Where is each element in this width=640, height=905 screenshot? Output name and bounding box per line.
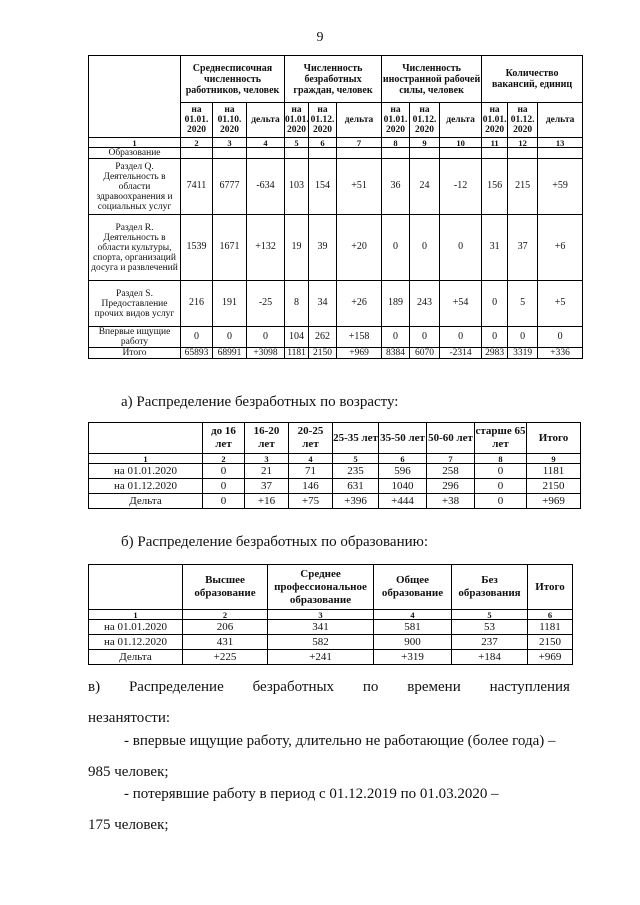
row-label: Впервые ищущие работу: [89, 327, 181, 348]
table-cell: +336: [538, 348, 583, 359]
table-cell: 5: [508, 281, 538, 327]
column-number: 1: [89, 454, 203, 464]
table-cell: -2314: [440, 348, 482, 359]
table-cell: 258: [427, 464, 475, 479]
table-cell: 0: [475, 464, 527, 479]
table-cell: +969: [528, 650, 573, 665]
table-cell: 582: [268, 635, 374, 650]
subheader: на 01.01. 2020: [382, 103, 410, 138]
table-cell: 0: [382, 215, 410, 281]
table-cell: +16: [245, 494, 289, 509]
subheader: на 01.12. 2020: [309, 103, 337, 138]
subheader: на 01.10. 2020: [213, 103, 247, 138]
table-cell: 581: [374, 620, 452, 635]
table-cell: [337, 148, 382, 159]
row-label: Раздел Q. Деятельность в области здравоохранения и социальных услуг: [89, 159, 181, 215]
column-header: Общее образование: [374, 565, 452, 610]
table-cell: -25: [247, 281, 285, 327]
table-cell: 6070: [410, 348, 440, 359]
table-cell: +75: [289, 494, 333, 509]
subheader: на 01.12. 2020: [508, 103, 538, 138]
table-cell: 3319: [508, 348, 538, 359]
subheader: на 01.01. 2020: [482, 103, 508, 138]
column-number: 9: [527, 454, 581, 464]
column-header: 25-35 лет: [333, 423, 379, 454]
row-label-header: [89, 56, 181, 138]
subheader: на 01.01. 2020: [285, 103, 309, 138]
table-cell: +132: [247, 215, 285, 281]
table-cell: [508, 148, 538, 159]
column-header: до 16 лет: [203, 423, 245, 454]
table-cell: +54: [440, 281, 482, 327]
table-row: [89, 348, 583, 359]
subheader: на 01.01. 2020: [181, 103, 213, 138]
column-number: 7: [337, 138, 382, 148]
column-number: 3: [213, 138, 247, 148]
column-number: 5: [285, 138, 309, 148]
column-number: 11: [482, 138, 508, 148]
column-number: 2: [181, 138, 213, 148]
table-cell: 215: [508, 159, 538, 215]
row-label: на 01.12.2020: [89, 635, 183, 650]
table-cell: 2150: [527, 479, 581, 494]
table-cell: 68991: [213, 348, 247, 359]
column-number: 10: [440, 138, 482, 148]
table-cell: [285, 148, 309, 159]
table-row: [89, 215, 583, 281]
column-number: 8: [475, 454, 527, 464]
column-number: 6: [379, 454, 427, 464]
group-header: Среднесписочная численность работников, человек: [181, 56, 285, 103]
table-cell: 0: [181, 327, 213, 348]
group-header: Количество вакансий, единиц: [482, 56, 583, 103]
table-cell: 0: [203, 494, 245, 509]
row-label: на 01.01.2020: [89, 464, 203, 479]
column-header: Итого: [528, 565, 573, 610]
table-cell: 1181: [527, 464, 581, 479]
column-header: Высшее образование: [183, 565, 268, 610]
column-number: 13: [538, 138, 583, 148]
table-cell: [181, 148, 213, 159]
table-cell: [482, 148, 508, 159]
table-cell: 0: [508, 327, 538, 348]
workforce-table: [88, 55, 583, 359]
table-cell: 146: [289, 479, 333, 494]
column-number: 4: [289, 454, 333, 464]
column-number: 7: [427, 454, 475, 464]
column-header: [89, 423, 203, 454]
column-number: 4: [374, 610, 452, 620]
table-cell: 21: [245, 464, 289, 479]
table-cell: 2983: [482, 348, 508, 359]
table-cell: 71: [289, 464, 333, 479]
table-cell: 0: [203, 464, 245, 479]
table-cell: +444: [379, 494, 427, 509]
column-number: 5: [452, 610, 528, 620]
table-cell: 156: [482, 159, 508, 215]
subheader: дельта: [538, 103, 583, 138]
column-number: 3: [245, 454, 289, 464]
table-cell: 8384: [382, 348, 410, 359]
table-cell: 1671: [213, 215, 247, 281]
column-number: 1: [89, 610, 183, 620]
table-cell: 0: [382, 327, 410, 348]
table-cell: +20: [337, 215, 382, 281]
table-cell: 0: [247, 327, 285, 348]
column-header: 20-25 лет: [289, 423, 333, 454]
row-label: Раздел S. Предоставление прочих видов услуг: [89, 281, 181, 327]
paragraph-word: по: [362, 679, 379, 695]
table-row: [89, 148, 583, 159]
table-cell: 19: [285, 215, 309, 281]
table-row: [89, 464, 581, 479]
subheader: дельта: [247, 103, 285, 138]
table-cell: [309, 148, 337, 159]
column-number: 5: [333, 454, 379, 464]
table-cell: 37: [508, 215, 538, 281]
table-row: [89, 159, 583, 215]
table-row: [89, 620, 573, 635]
paragraph-unemployment-time: [88, 679, 570, 727]
table-cell: 189: [382, 281, 410, 327]
table-cell: 262: [309, 327, 337, 348]
table-cell: +38: [427, 494, 475, 509]
table-cell: 296: [427, 479, 475, 494]
table-cell: +184: [452, 650, 528, 665]
table-cell: 1181: [285, 348, 309, 359]
caption-age: а) Распределение безработных по возрасту:: [121, 394, 399, 410]
table-cell: 154: [309, 159, 337, 215]
subheader: на 01.12. 2020: [410, 103, 440, 138]
table-cell: +969: [527, 494, 581, 509]
table-cell: 53: [452, 620, 528, 635]
table-cell: 900: [374, 635, 452, 650]
table-cell: 36: [382, 159, 410, 215]
table-cell: -12: [440, 159, 482, 215]
table-cell: 2150: [528, 635, 573, 650]
row-label: Итого: [89, 348, 181, 359]
table-cell: 0: [410, 327, 440, 348]
caption-education: б) Распределение безработных по образованию:: [121, 534, 428, 550]
table-cell: 103: [285, 159, 309, 215]
paragraph-word: Распределение: [128, 679, 224, 695]
bullet-line: 175 человек;: [88, 817, 169, 833]
column-number: 2: [203, 454, 245, 464]
table-row: [89, 494, 581, 509]
row-label: на 01.01.2020: [89, 620, 183, 635]
table-cell: 37: [245, 479, 289, 494]
table-row: [89, 281, 583, 327]
table-cell: -634: [247, 159, 285, 215]
table-cell: 206: [183, 620, 268, 635]
education-table: [88, 564, 573, 665]
table-cell: 65893: [181, 348, 213, 359]
table-row: [89, 327, 583, 348]
table-cell: +5: [538, 281, 583, 327]
paragraph-word: времени: [407, 679, 461, 695]
age-table: [88, 422, 581, 509]
table-cell: +59: [538, 159, 583, 215]
table-cell: +969: [337, 348, 382, 359]
column-header: [89, 565, 183, 610]
table-row: [89, 650, 573, 665]
column-number: 2: [183, 610, 268, 620]
paragraph-line: [88, 679, 570, 696]
table-cell: +6: [538, 215, 583, 281]
bullet-line: - впервые ищущие работу, длительно не работающие (более года) –: [124, 733, 556, 749]
table-cell: 0: [475, 494, 527, 509]
table-cell: 6777: [213, 159, 247, 215]
row-label: Дельта: [89, 650, 183, 665]
paragraph-word: безработных: [252, 679, 335, 695]
paragraph-word: наступления: [489, 679, 570, 695]
subheader: дельта: [440, 103, 482, 138]
table-cell: [538, 148, 583, 159]
table-cell: 0: [440, 215, 482, 281]
column-header: Итого: [527, 423, 581, 454]
table-cell: 104: [285, 327, 309, 348]
table-cell: 341: [268, 620, 374, 635]
column-number: 1: [89, 138, 181, 148]
column-number: 3: [268, 610, 374, 620]
table-cell: 191: [213, 281, 247, 327]
column-number: 6: [528, 610, 573, 620]
column-number: 6: [309, 138, 337, 148]
column-number: 9: [410, 138, 440, 148]
table-cell: 0: [203, 479, 245, 494]
table-cell: 34: [309, 281, 337, 327]
page-number: 9: [316, 30, 324, 45]
column-header: 50-60 лет: [427, 423, 475, 454]
table-row: [89, 635, 573, 650]
table-cell: 1181: [528, 620, 573, 635]
table-cell: 216: [181, 281, 213, 327]
row-label: Образование: [89, 148, 181, 159]
table-cell: 0: [538, 327, 583, 348]
bullet-line: 985 человек;: [88, 764, 169, 780]
table-cell: [213, 148, 247, 159]
column-number: 12: [508, 138, 538, 148]
column-number: 8: [382, 138, 410, 148]
table-cell: 31: [482, 215, 508, 281]
table-cell: +319: [374, 650, 452, 665]
table-cell: 0: [482, 281, 508, 327]
paragraph-line: незанятости:: [88, 710, 171, 726]
table-cell: [440, 148, 482, 159]
table-cell: 1539: [181, 215, 213, 281]
table-cell: 8: [285, 281, 309, 327]
row-label: на 01.12.2020: [89, 479, 203, 494]
column-header: Без образования: [452, 565, 528, 610]
table-cell: 243: [410, 281, 440, 327]
table-cell: 596: [379, 464, 427, 479]
table-cell: 631: [333, 479, 379, 494]
bullet-lost-job: [88, 786, 570, 834]
table-cell: 2150: [309, 348, 337, 359]
table-cell: +396: [333, 494, 379, 509]
group-header: Численность безработных граждан, человек: [285, 56, 382, 103]
table-cell: 0: [475, 479, 527, 494]
group-header: Численность иностранной рабочей силы, человек: [382, 56, 482, 103]
table-row: [89, 479, 581, 494]
table-cell: +3098: [247, 348, 285, 359]
row-label: Дельта: [89, 494, 203, 509]
subheader: дельта: [337, 103, 382, 138]
paragraph-word: в): [88, 679, 101, 695]
table-cell: +158: [337, 327, 382, 348]
table-cell: [410, 148, 440, 159]
table-cell: [247, 148, 285, 159]
bullet-line: - потерявшие работу в период с 01.12.2019 по 01.03.2020 –: [124, 786, 499, 802]
column-header: старше 65 лет: [475, 423, 527, 454]
table-cell: 0: [410, 215, 440, 281]
table-cell: +241: [268, 650, 374, 665]
table-cell: 0: [213, 327, 247, 348]
table-cell: +225: [183, 650, 268, 665]
table-cell: 0: [482, 327, 508, 348]
table-cell: +51: [337, 159, 382, 215]
table-cell: 431: [183, 635, 268, 650]
table-cell: 1040: [379, 479, 427, 494]
table-cell: 237: [452, 635, 528, 650]
bullet-first-time-seekers: [88, 733, 570, 781]
table-cell: 235: [333, 464, 379, 479]
column-header: Среднее профессиональное образование: [268, 565, 374, 610]
row-label: Раздел R. Деятельность в области культуры, спорта, организаций досуга и развлечений: [89, 215, 181, 281]
column-header: 35-50 лет: [379, 423, 427, 454]
table-cell: 24: [410, 159, 440, 215]
column-number: 4: [247, 138, 285, 148]
table-cell: 39: [309, 215, 337, 281]
table-cell: [382, 148, 410, 159]
table-cell: 7411: [181, 159, 213, 215]
column-header: 16-20 лет: [245, 423, 289, 454]
table-cell: 0: [440, 327, 482, 348]
table-cell: +26: [337, 281, 382, 327]
